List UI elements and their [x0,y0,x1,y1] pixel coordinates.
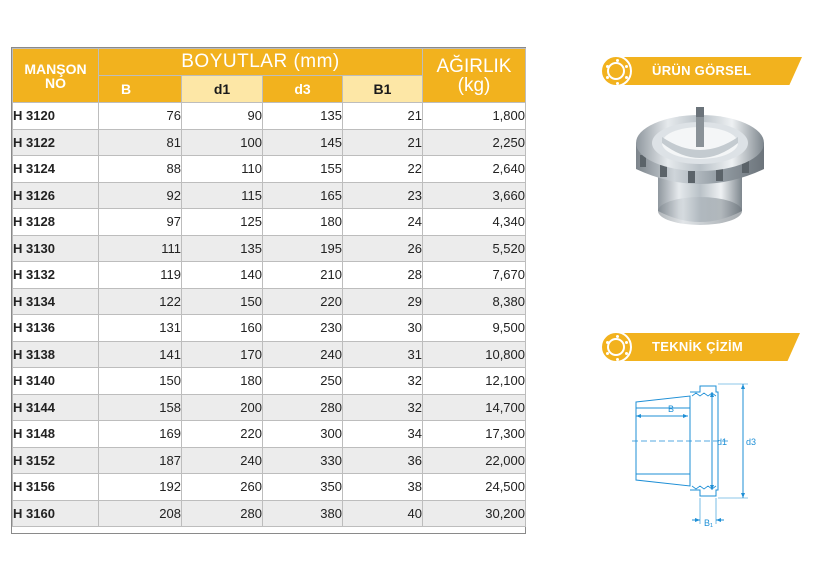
cell-b: 169 [99,421,182,448]
cell-manson-no: H 3136 [13,315,99,342]
cell-b1: 21 [343,129,423,156]
table-row [13,341,526,368]
cell-manson-no: H 3122 [13,129,99,156]
cell-manson-no: H 3126 [13,182,99,209]
col-header-weight [423,49,526,103]
col-header-d1: d1 [182,76,263,103]
cell-weight: 22,000 [423,447,526,474]
cell-manson-no: H 3130 [13,235,99,262]
cell-b: 122 [99,288,182,315]
cell-d1: 90 [182,103,263,130]
cell-manson-no: H 3148 [13,421,99,448]
cell-weight: 24,500 [423,474,526,501]
cell-b1: 30 [343,315,423,342]
cell-d1: 110 [182,156,263,183]
table-row [13,368,526,395]
cell-weight: 3,660 [423,182,526,209]
cell-d1: 170 [182,341,263,368]
cell-d3: 350 [263,474,343,501]
technical-drawing [628,378,758,528]
cell-d3: 300 [263,421,343,448]
cell-weight: 14,700 [423,394,526,421]
technical-drawing-tag-label: TEKNİK ÇİZİM [652,339,743,354]
dimension-label-d1: d1 [717,437,728,447]
cell-d3: 180 [263,209,343,236]
table-row [13,394,526,421]
cell-manson-no: H 3128 [13,209,99,236]
table-row [13,129,526,156]
cell-weight: 30,200 [423,500,526,527]
cell-d3: 155 [263,156,343,183]
table-row [13,447,526,474]
cell-d3: 210 [263,262,343,289]
product-image-tag [600,55,805,83]
cell-b1: 31 [343,341,423,368]
cell-d1: 280 [182,500,263,527]
col-header-d3: d3 [263,76,343,103]
cell-b1: 38 [343,474,423,501]
cell-d1: 150 [182,288,263,315]
cell-weight: 4,340 [423,209,526,236]
cell-b1: 24 [343,209,423,236]
cell-b: 76 [99,103,182,130]
cell-manson-no: H 3144 [13,394,99,421]
cell-manson-no: H 3160 [13,500,99,527]
cell-d1: 140 [182,262,263,289]
cell-d1: 180 [182,368,263,395]
cell-b: 97 [99,209,182,236]
cell-manson-no: H 3132 [13,262,99,289]
cell-manson-no: H 3138 [13,341,99,368]
cell-d1: 125 [182,209,263,236]
cell-d3: 330 [263,447,343,474]
cell-weight: 5,520 [423,235,526,262]
cell-d3: 230 [263,315,343,342]
cell-b: 81 [99,129,182,156]
product-image-tag-label: ÜRÜN GÖRSEL [652,63,752,78]
col-header-manson-line2: NO [45,74,66,91]
cell-d3: 240 [263,341,343,368]
cell-b: 150 [99,368,182,395]
cell-d3: 135 [263,103,343,130]
table-row [13,209,526,236]
table-row [13,182,526,209]
cell-b: 192 [99,474,182,501]
cell-d3: 220 [263,288,343,315]
cell-weight: 10,800 [423,341,526,368]
cell-b1: 32 [343,394,423,421]
cell-manson-no: H 3124 [13,156,99,183]
adapter-sleeve-image [630,103,770,233]
table-row [13,288,526,315]
cell-weight: 8,380 [423,288,526,315]
cell-d1: 200 [182,394,263,421]
group-header-dimensions: BOYUTLAR (mm) [99,49,423,76]
cell-weight: 1,800 [423,103,526,130]
col-header-weight-line2: (kg) [457,74,491,96]
table-row [13,474,526,501]
table-row [13,103,526,130]
cell-b1: 21 [343,103,423,130]
col-header-weight-line1: AĞIRLIK [436,55,512,77]
spec-table-container [11,47,526,534]
cell-b: 131 [99,315,182,342]
cell-weight: 2,640 [423,156,526,183]
cell-b1: 32 [343,368,423,395]
dimension-label-b: B [668,404,675,414]
technical-drawing-tag [600,331,805,359]
cell-b1: 22 [343,156,423,183]
cell-weight: 2,250 [423,129,526,156]
dimension-label-b1: B₁ [704,518,714,528]
cell-b: 141 [99,341,182,368]
table-row [13,500,526,527]
cell-b1: 36 [343,447,423,474]
cell-manson-no: H 3152 [13,447,99,474]
dimension-label-d3: d3 [746,437,757,447]
bearing-logo-icon [600,55,632,87]
cell-d1: 135 [182,235,263,262]
cell-b1: 28 [343,262,423,289]
cell-weight: 17,300 [423,421,526,448]
spec-table-body [13,103,526,527]
cell-d3: 145 [263,129,343,156]
bearing-logo-icon [600,331,632,363]
col-header-manson-no [13,49,99,103]
table-row [13,315,526,342]
table-row [13,262,526,289]
cell-b1: 34 [343,421,423,448]
col-header-b: B [99,76,182,103]
cell-weight: 9,500 [423,315,526,342]
cell-d1: 100 [182,129,263,156]
cell-manson-no: H 3120 [13,103,99,130]
cell-d3: 380 [263,500,343,527]
cell-d3: 280 [263,394,343,421]
cell-manson-no: H 3156 [13,474,99,501]
spec-table [12,48,526,527]
cell-d3: 250 [263,368,343,395]
cell-b: 111 [99,235,182,262]
cell-b1: 40 [343,500,423,527]
table-row [13,156,526,183]
cell-b1: 29 [343,288,423,315]
cell-weight: 12,100 [423,368,526,395]
cell-d1: 260 [182,474,263,501]
col-header-b1: B1 [343,76,423,103]
cell-manson-no: H 3134 [13,288,99,315]
cell-d1: 160 [182,315,263,342]
table-row [13,421,526,448]
cell-b: 88 [99,156,182,183]
cell-b: 119 [99,262,182,289]
cell-b1: 23 [343,182,423,209]
cell-b: 158 [99,394,182,421]
cell-b: 187 [99,447,182,474]
cell-d3: 195 [263,235,343,262]
cell-d3: 165 [263,182,343,209]
cell-weight: 7,670 [423,262,526,289]
cell-d1: 220 [182,421,263,448]
cell-d1: 115 [182,182,263,209]
cell-b: 92 [99,182,182,209]
col-header-manson-line1: MANŞON [24,60,87,77]
cell-manson-no: H 3140 [13,368,99,395]
cell-b: 208 [99,500,182,527]
table-row [13,235,526,262]
cell-b1: 26 [343,235,423,262]
cell-d1: 240 [182,447,263,474]
